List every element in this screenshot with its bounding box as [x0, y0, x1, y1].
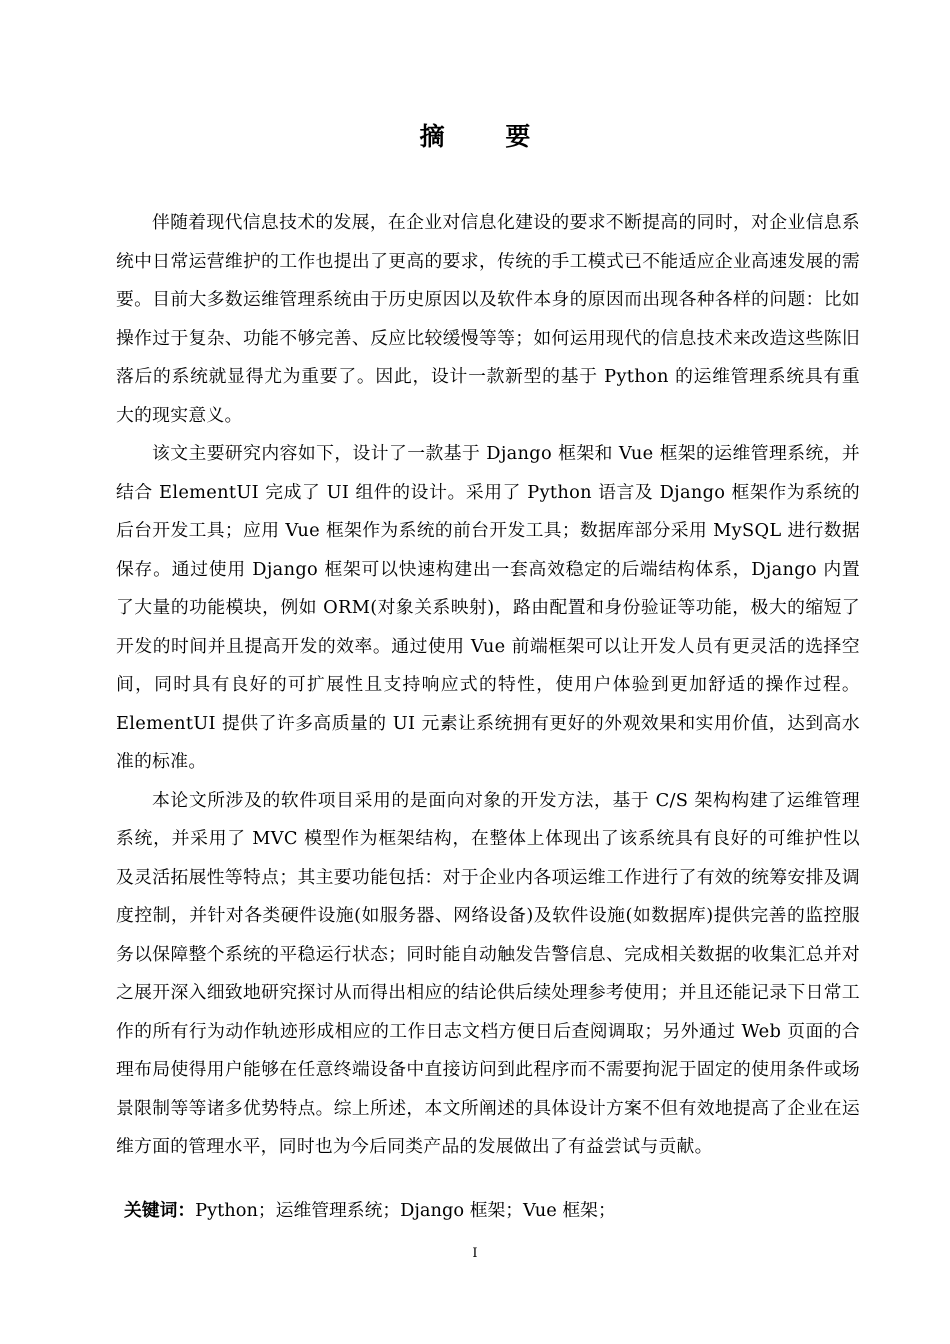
abstract-paragraph-1: 伴随着现代信息技术的发展，在企业对信息化建设的要求不断提高的同时，对企业信息系统中日常运营维护的工作也提出了更高的要求，传统的手工模式已不能适应企业高速发展的需要。目前大多数运维管理系统由于历史原因以及软件本身的原因而出现各种各样的问题：比如操作过于复杂、功能不够完善、反应比较缓慢等等；如何运用现代的信息技术来改造这些陈旧落后的系统就显得尤为重要了。因此，设计一款新型的基于 Python 的运维管理系统具有重大的现实意义。 [116, 212, 860, 426]
keywords-line [124, 1196, 616, 1226]
keywords-text: Python；运维管理系统；Django 框架；Vue 框架； [195, 1200, 616, 1221]
abstract-paragraph-3: 本论文所涉及的软件项目采用的是面向对象的开发方法，基于 C/S 架构构建了运维管理系统，并采用了 MVC 模型作为框架结构，在整体上体现出了该系统具有良好的可维护性以及灵活拓展性等特点；其主要功能包括：对于企业内各项运维工作进行了有效的统筹安排及调度控制，并针对各类硬件设施(如服务器、网络设备)及软件设施(如数据库)提供完善的监控服务以保障整个系统的平稳运行状态；同时能自动触发告警信息、完成相关数据的收集汇总并对之展开深入细致地研究探讨从而得出相应的结论供后续处理参考使用；并且还能记录下日常工作的所有行为动作轨迹形成相应的工作日志文档方便日后查阅调取；另外通过 Web 页面的合理布局使得用户能够在任意终端设备中直接访问到此程序而不需要拘泥于固定的使用条件或场景限制等等诸多优势特点。综上所述，本文所阐述的具体设计方案不但有效地提高了企业在运维方面的管理水平，同时也为今后同类产品的发展做出了有益尝试与贡献。 [116, 789, 860, 1157]
abstract-title: 摘 要 [419, 122, 557, 151]
abstract-body [116, 204, 860, 1167]
abstract-paragraph-2: 该文主要研究内容如下，设计了一款基于 Django 框架和 Vue 框架的运维管理系统，并结合 ElementUI 完成了 UI 组件的设计。采用了 Python 语言及 Django 框架作为系统的后台开发工具；应用 Vue 框架作为系统的前台开发工具；数据库部分采用 MySQL 进行数据保存。通过使用 Django 框架可以快速构建出一套高效稳定的后端结构体系，Django 内置了大量的功能模块，例如 ORM(对象关系映射)，路由配置和身份验证等功能，极大的缩短了开发的时间并且提高开发的效率。通过使用 Vue 前端框架可以让开发人员有更灵活的选择空间，同时具有良好的可扩展性且支持响应式的特性，使用户体验到更加舒适的操作过程。ElementUI 提供了许多高质量的 UI 元素让系统拥有更好的外观效果和实用价值，达到高水准的标准。 [116, 443, 860, 772]
keywords-label: 关键词： [124, 1200, 196, 1221]
page-number: I [472, 1246, 478, 1261]
